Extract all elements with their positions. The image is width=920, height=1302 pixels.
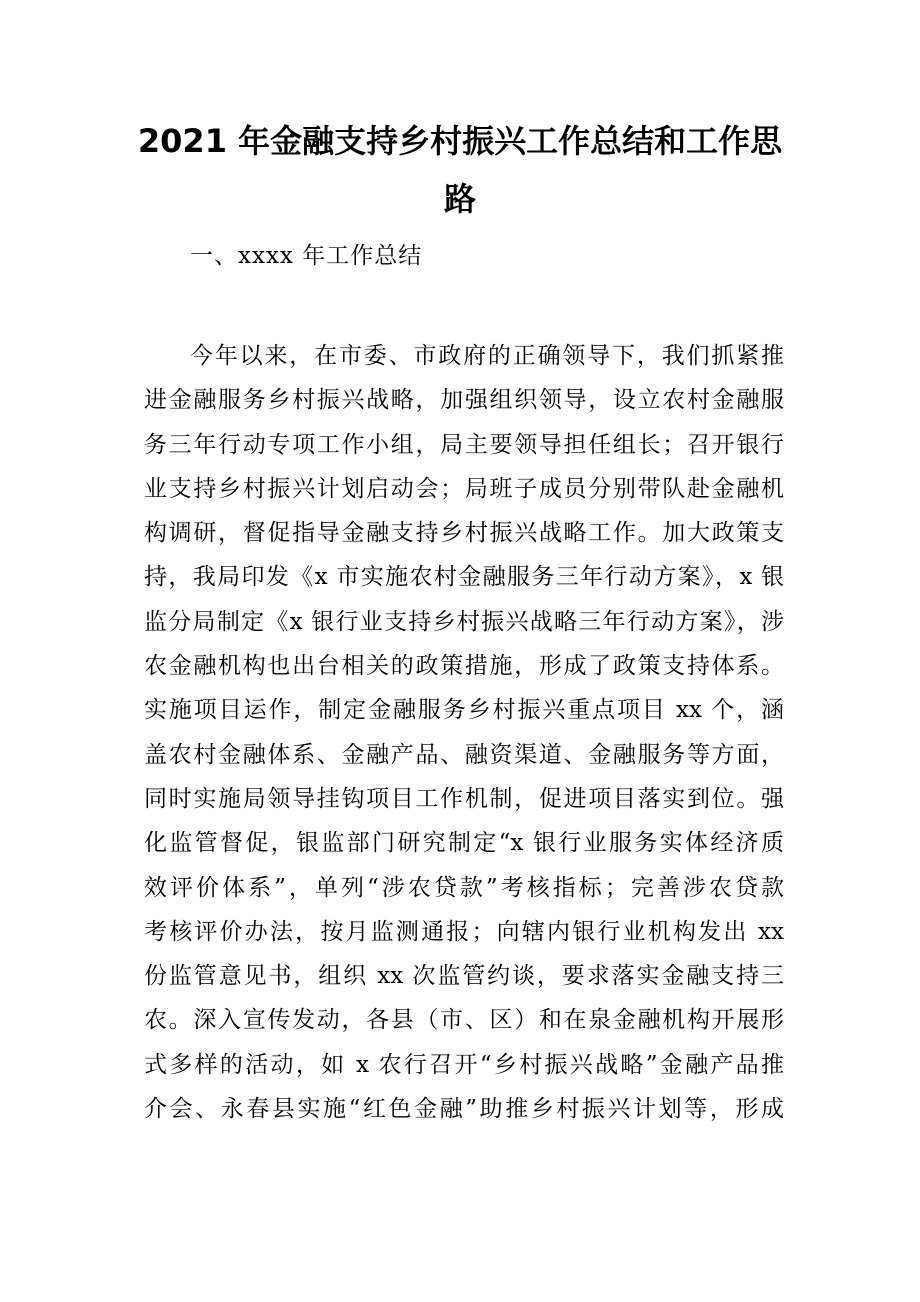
paragraph-line: 务三年行动专项工作小组，局主要领导担任组长；召开银行 (144, 431, 784, 458)
paragraph-line: 农。深入宣传发动，各县（市、区）和在泉金融机构开展形 (144, 1007, 784, 1034)
paragraph-line: 实施项目运作，制定金融服务乡村振兴重点项目 xx 个，涵 (144, 697, 784, 724)
paragraph-line: 化监管督促，银监部门研究制定“x 银行业服务实体经济质 (144, 830, 784, 857)
paragraph-line: 监分局制定《x 银行业支持乡村振兴战略三年行动方案》，涉 (144, 608, 784, 635)
paragraph-line: 式多样的活动，如 x 农行召开“乡村振兴战略”金融产品推 (144, 1051, 784, 1078)
paragraph-line: 效评价体系”，单列“涉农贷款”考核指标；完善涉农贷款 (144, 874, 784, 901)
document-title: 2021 年金融支持乡村振兴工作总结和工作思路 (137, 122, 783, 218)
section-heading: 一、xxxx 年工作总结 (190, 243, 423, 269)
paragraph-line: 构调研，督促指导金融支持乡村振兴战略工作。加大政策支 (144, 520, 784, 547)
paragraph-line: 农金融机构也出台相关的政策措施，形成了政策支持体系。 (144, 653, 784, 680)
paragraph-line: 进金融服务乡村振兴战略，加强组织领导，设立农村金融服 (144, 387, 784, 414)
paragraph-line: 份监管意见书，组织 xx 次监管约谈，要求落实金融支持三 (144, 963, 784, 990)
paragraph-line: 盖农村金融体系、金融产品、融资渠道、金融服务等方面， (144, 741, 784, 768)
paragraph-line: 同时实施局领导挂钩项目工作机制，促进项目落实到位。强 (144, 785, 784, 812)
paragraph-line: 今年以来，在市委、市政府的正确领导下，我们抓紧推 (190, 343, 784, 369)
paragraph-line: 考核评价办法，按月监测通报；向辖内银行业机构发出 xx (144, 918, 784, 945)
paragraph-line: 业支持乡村振兴计划启动会；局班子成员分别带队赴金融机 (144, 475, 784, 502)
paragraph-line: 介会、永春县实施“红色金融”助推乡村振兴计划等，形成 (144, 1096, 784, 1123)
body-paragraph (144, 334, 784, 1131)
paragraph-line: 持，我局印发《x 市实施农村金融服务三年行动方案》，x 银 (144, 564, 784, 591)
